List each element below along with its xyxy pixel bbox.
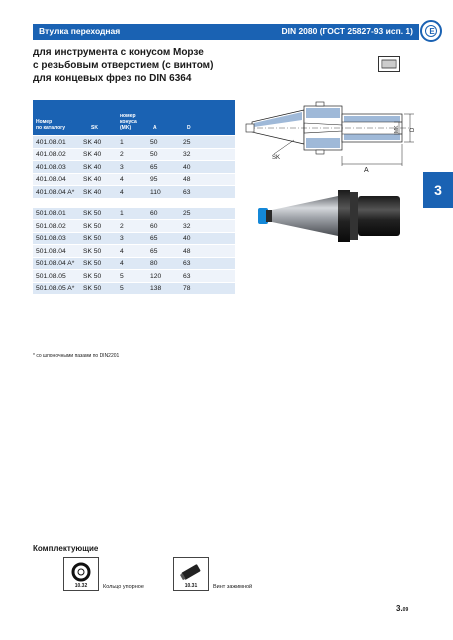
- footnote: * со шпоночными пазами по DIN2201: [33, 353, 120, 359]
- cell-catalog-number: 501.08.05 A*: [36, 285, 75, 292]
- cell-sk: SK 50: [83, 272, 102, 280]
- cell-a: 65: [150, 247, 158, 255]
- table-group-sk40: [33, 135, 235, 198]
- cell-d: 32: [183, 222, 191, 230]
- cell-sk: SK 40: [83, 163, 102, 171]
- table-gap: [33, 198, 235, 207]
- table-row: [33, 269, 235, 282]
- stop-ring-icon: [64, 560, 98, 584]
- cell-sk: SK 50: [83, 247, 102, 255]
- cell-a: 60: [150, 210, 158, 217]
- header-a: A: [153, 125, 157, 131]
- cell-sk: SK 50: [83, 285, 102, 292]
- cell-a: 80: [150, 260, 158, 267]
- cell-mk: 3: [120, 235, 124, 242]
- header-mk-line2: конуса: [120, 119, 137, 125]
- cell-d: 25: [183, 138, 191, 146]
- header-d: D: [187, 125, 191, 131]
- cell-a: 110: [150, 188, 161, 196]
- cell-catalog-number: 401.08.04: [36, 176, 66, 183]
- accessory-code: 10.31: [184, 583, 198, 589]
- table-row: [33, 257, 235, 270]
- table-row: [33, 219, 235, 232]
- cell-d: 48: [183, 176, 191, 183]
- product-photo: [256, 188, 406, 246]
- accessory-stop-ring: [63, 557, 99, 591]
- header-catalog-number: [36, 119, 65, 131]
- cell-a: 138: [150, 285, 162, 292]
- standard-label: DIN 2080 (ГОСТ 25827-93 исп. 1): [281, 26, 413, 36]
- header-mk-line1: номер: [120, 113, 136, 119]
- cell-a: 65: [150, 235, 158, 242]
- product-description: [33, 46, 213, 85]
- cell-mk: 4: [120, 247, 124, 255]
- cell-catalog-number: 501.08.01: [36, 210, 66, 217]
- drawing-label-mk: MK: [394, 125, 400, 133]
- cell-catalog-number: 501.08.03: [36, 235, 66, 242]
- cell-mk: 4: [120, 176, 124, 183]
- cell-mk: 1: [120, 138, 124, 146]
- header-num-line1: Номер: [36, 119, 53, 125]
- cell-a: 95: [150, 176, 158, 183]
- specs-table: [33, 100, 235, 294]
- cell-sk: SK 50: [83, 222, 102, 230]
- cell-d: 40: [183, 235, 191, 242]
- cell-d: 48: [183, 247, 191, 255]
- cell-catalog-number: 401.08.01: [36, 138, 66, 146]
- cell-sk: SK 50: [83, 235, 102, 242]
- technical-drawing: [244, 96, 416, 176]
- cell-catalog-number: 401.08.02: [36, 151, 66, 158]
- cell-sk: SK 50: [83, 210, 102, 217]
- table-row: [33, 135, 235, 148]
- cell-mk: 3: [120, 163, 124, 171]
- cell-a: 120: [150, 272, 162, 280]
- cell-a: 50: [150, 138, 158, 146]
- table-row: [33, 148, 235, 161]
- table-row: [33, 160, 235, 173]
- cell-catalog-number: 501.08.04 A*: [36, 260, 75, 267]
- header-sk: SK: [91, 125, 98, 131]
- cell-catalog-number: 401.08.04 A*: [36, 188, 75, 196]
- table-row: [33, 244, 235, 257]
- description-line-1: для инструмента с конусом Морзе: [33, 47, 204, 58]
- table-row: [33, 232, 235, 245]
- cell-sk: SK 40: [83, 188, 102, 196]
- drawing-label-d: D: [410, 127, 416, 132]
- page-number-sub: 09: [402, 607, 409, 613]
- section-tab: [423, 172, 453, 208]
- cell-catalog-number: 401.08.03: [36, 163, 66, 171]
- page-number-main: 3.: [396, 604, 403, 613]
- cell-d: 25: [183, 210, 191, 217]
- cell-catalog-number: 501.08.05: [36, 272, 66, 280]
- cell-catalog-number: 501.08.02: [36, 222, 66, 230]
- cell-mk: 4: [120, 260, 124, 267]
- table-group-sk50: [33, 207, 235, 295]
- page-number: [396, 604, 408, 613]
- cell-sk: SK 40: [83, 176, 102, 183]
- accessory-clamping-screw: [173, 557, 209, 591]
- header-mk-line3: (MK): [120, 125, 132, 131]
- section-number: 3: [434, 182, 442, 198]
- cell-a: 50: [150, 151, 158, 158]
- header-num-line2: по каталогу: [36, 125, 66, 131]
- header-mk: [120, 113, 137, 131]
- drawing-label-sk: SK: [272, 155, 281, 161]
- cell-d: 63: [183, 272, 191, 280]
- cell-a: 65: [150, 163, 158, 171]
- cell-d: 32: [183, 151, 191, 158]
- cell-mk: 1: [120, 210, 124, 217]
- cell-mk: 5: [120, 285, 124, 292]
- table-row: [33, 185, 235, 198]
- description-line-2: с резьбовым отверстием (с винтом): [33, 60, 214, 71]
- logo-inner-ring: [425, 25, 437, 37]
- cell-a: 60: [150, 222, 158, 230]
- description-line-3: для концевых фрез по DIN 6364: [33, 73, 192, 84]
- cell-mk: 2: [120, 151, 124, 158]
- table-header: [33, 100, 235, 135]
- clamping-screw-icon: [174, 560, 208, 584]
- table-row: [33, 207, 235, 220]
- drawing-label-a: A: [364, 167, 369, 174]
- cell-mk: 4: [120, 188, 124, 196]
- cell-mk: 2: [120, 222, 124, 230]
- table-row: [33, 173, 235, 186]
- cell-d: 63: [183, 188, 191, 196]
- cell-mk: 5: [120, 272, 124, 280]
- brand-logo-icon: [420, 20, 442, 42]
- cell-sk: SK 40: [83, 151, 102, 158]
- cell-catalog-number: 501.08.04: [36, 247, 66, 255]
- cell-sk: SK 40: [83, 138, 102, 146]
- cell-d: 63: [183, 260, 191, 267]
- cell-d: 40: [183, 163, 191, 171]
- logo-letter: E: [429, 27, 435, 36]
- cell-sk: SK 50: [83, 260, 102, 267]
- accessory-label: Винт зажимной: [213, 584, 253, 590]
- thread-symbol-icon: [378, 56, 400, 72]
- product-title: Втулка переходная: [39, 26, 121, 36]
- table-row: [33, 282, 235, 295]
- cell-d: 78: [183, 285, 191, 292]
- accessory-label: Кольцо упорное: [103, 584, 144, 590]
- accessories-title: Комплектующие: [33, 544, 99, 553]
- accessory-code: 10.32: [74, 583, 88, 589]
- header-bar: [33, 24, 419, 40]
